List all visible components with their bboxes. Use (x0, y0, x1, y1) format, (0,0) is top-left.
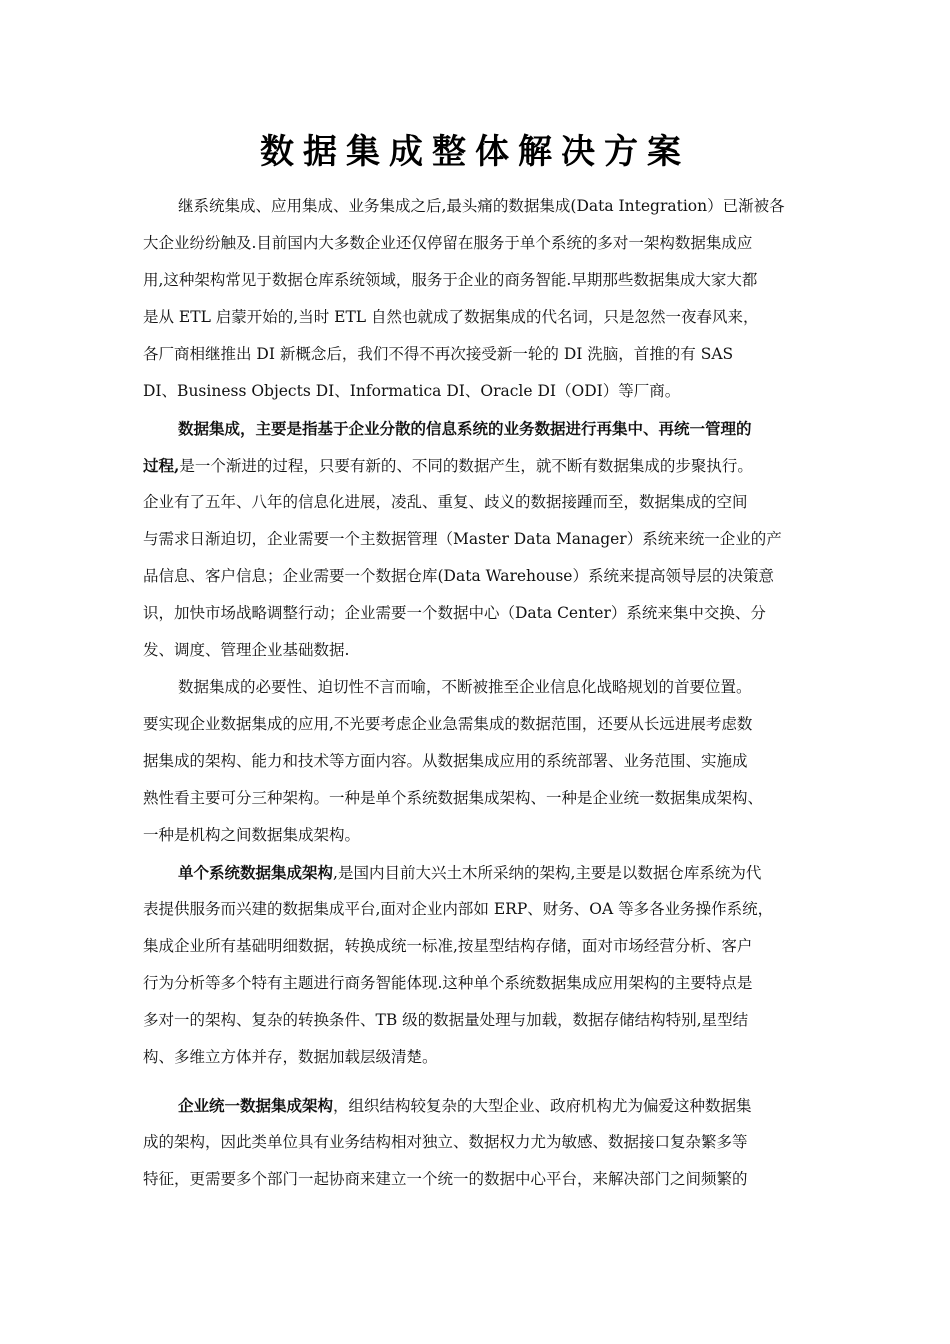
text-line (143, 447, 815, 484)
bold-lead: 过程, (143, 456, 180, 475)
text-line: 成的架构，因此类单位具有业务结构相对独立、数据权力尤为敏感、数据接口复杂繁多等 (143, 1133, 748, 1151)
paragraph-enterprise-unified (143, 1087, 815, 1198)
text-line: 继系统集成、应用集成、业务集成之后,最头痛的数据集成(Data Integration）已渐被各 (178, 197, 785, 215)
text-line: 大企业纷纷触及.目前国内大多数企业还仅停留在服务于单个系统的多对一架构数据集成应 (143, 234, 753, 252)
text-line: 集成企业所有基础明细数据，转换成统一标准,按星型结构存储，面对市场经营分析、客户 (143, 937, 753, 955)
paragraph-intro (143, 188, 815, 1198)
text-line: 行为分析等多个特有主题进行商务智能体现.这种单个系统数据集成应用架构的主要特点是 (143, 974, 753, 992)
text-line: 表提供服务而兴建的数据集成平台,面对企业内部如 ERP、财务、OA 等多各业务操作系统， (143, 900, 774, 918)
text-span: 是一个渐进的过程，只要有新的、不同的数据产生，就不断有数据集成的步聚执行。 (179, 457, 753, 475)
text-span: ,是国内目前大兴土木所采纳的架构,主要是以数据仓库系统为代 (333, 864, 762, 882)
text-line: 发、调度、管理企业基础数据. (143, 641, 350, 659)
text-line: 品信息、客户信息；企业需要一个数据仓库(Data Warehouse）系统来提高领导层的决策意 (143, 567, 774, 585)
bold-lead: 数据集成，主要是指基于企业分散的信息系统的业务数据进行再集中、再统一管理的 (178, 419, 752, 438)
paragraph-spacer (143, 1076, 815, 1087)
bold-lead: 企业统一数据集成架构 (178, 1096, 334, 1115)
text-line: 熟性看主要可分三种架构。一种是单个系统数据集成架构、一种是企业统一数据集成架构、 (143, 789, 764, 807)
bold-lead: 单个系统数据集成架构 (178, 863, 334, 882)
text-line: 构、多维立方体并存，数据加载层级清楚。 (143, 1048, 438, 1066)
text-line: 是从 ETL 启蒙开始的,当时 ETL 自然也就成了数据集成的代名词，只是忽然一夜春风来， (143, 308, 759, 326)
text-line: 识，加快市场战略调整行动；企业需要一个数据中心（Data Center）系统来集中交换、分 (143, 604, 766, 622)
text-line: 据集成的架构、能力和技术等方面内容。从数据集成应用的系统部署、业务范围、实施成 (143, 752, 748, 770)
document-title: 数据集成整体解决方案 (260, 132, 690, 172)
text-line: 企业有了五年、八年的信息化进展，凌乱、重复、歧义的数据接踵而至，数据集成的空间 (143, 493, 748, 511)
text-line: 特征，更需要多个部门一起协商来建立一个统一的数据中心平台，来解决部门之间频繁的 (143, 1170, 748, 1188)
text-line (143, 854, 815, 891)
text-line: 数据集成的必要性、迫切性不言而喻，不断被推至企业信息化战略规划的首要位置。 (178, 678, 752, 696)
text-span: ，组织结构较复杂的大型企业、政府机构尤为偏爱这种数据集 (333, 1097, 752, 1115)
text-line: 与需求日渐迫切，企业需要一个主数据管理（Master Data Manager）系统来统一企业的产 (143, 530, 782, 548)
paragraph-necessity (143, 669, 815, 854)
text-line (143, 1087, 815, 1124)
text-line: DI、Business Objects DI、Informatica DI、Oracle DI（ODI）等厂商。 (143, 382, 681, 400)
text-line (143, 410, 815, 447)
text-line: 多对一的架构、复杂的转换条件、TB 级的数据量处理与加载，数据存储结构特别,星型结 (143, 1011, 749, 1029)
text-line: 各厂商相继推出 DI 新概念后，我们不得不再次接受新一轮的 DI 洗脑，首推的有 SAS (143, 345, 734, 363)
paragraph-single-system (143, 854, 815, 1076)
text-line: 要实现企业数据集成的应用,不光要考虑企业急需集成的数据范围，还要从长远进展考虑数 (143, 715, 753, 733)
paragraph-definition (143, 410, 815, 669)
text-line: 一种是机构之间数据集成架构。 (143, 826, 361, 844)
text-line: 用,这种架构常见于数据仓库系统领域，服务于企业的商务智能.早期那些数据集成大家大都 (143, 271, 758, 289)
